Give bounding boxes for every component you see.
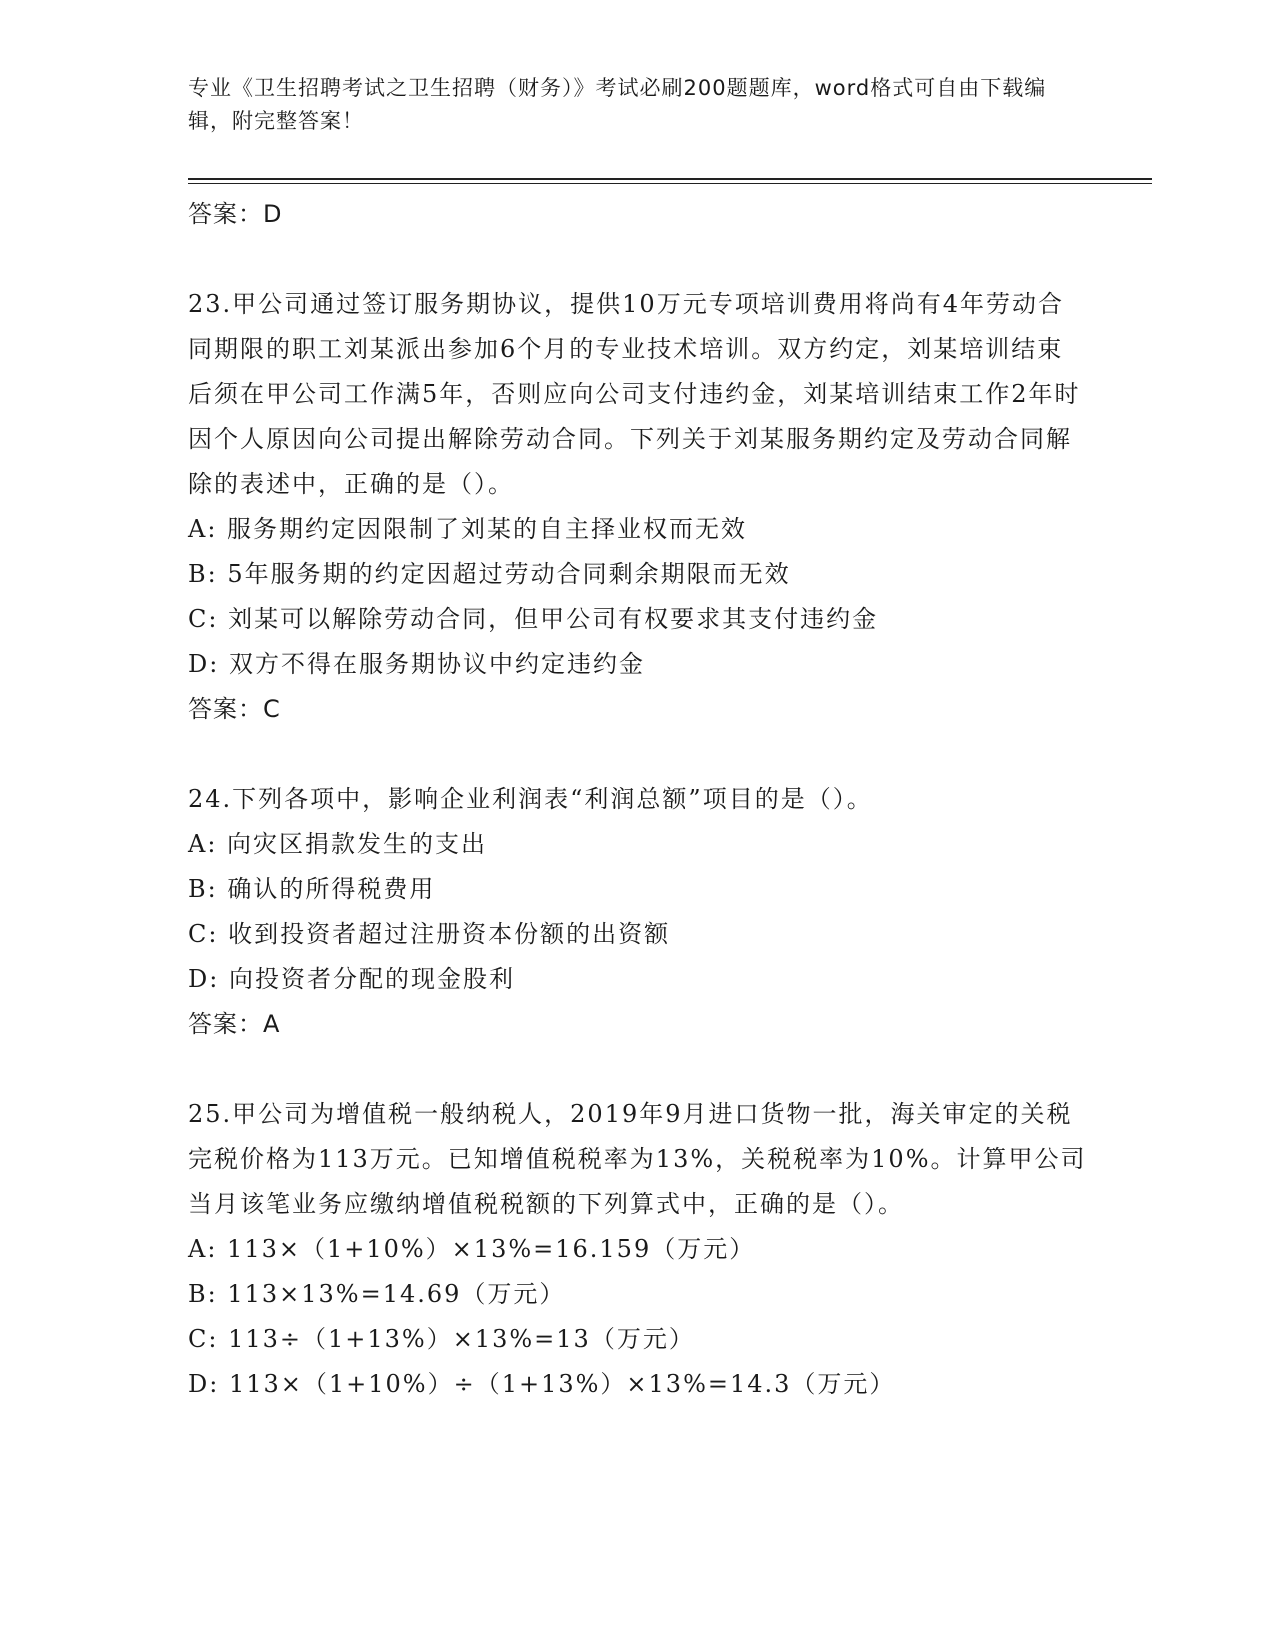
document-body [188,192,1088,1407]
question-text: 24.下列各项中，影响企业利润表“利润总额”项目的是（）。 [188,785,873,813]
spacer [188,237,1088,282]
header-rule-thick [188,178,1152,180]
option-d: D: 113×（1+10%）÷（1+13%）×13%=14.3（万元） [188,1370,896,1398]
answer-line: 答案：D [188,200,283,228]
option-c: C: 收到投资者超过注册资本份额的出资额 [188,920,671,948]
option-a: A: 服务期约定因限制了刘某的自主择业权而无效 [188,515,748,543]
spacer [188,1047,1088,1092]
option-c: C: 113÷（1+13%）×13%=13（万元） [188,1325,695,1353]
option-b: B: 确认的所得税费用 [188,875,436,903]
header-rule-thin [188,183,1152,184]
question-block [188,1092,1088,1407]
question-text: 23.甲公司通过签订服务期协议，提供10万元专项培训费用将尚有4年劳动合同期限的职工刘某派出参加6个月的专业技术培训。双方约定，刘某培训结束后须在甲公司工作满5年，否则应向公司支付违约金，刘某培训结束工作2年时因个人原因向公司提出解除劳动合同。下列关于刘某服务期约定及劳动合同解除的表述中，正确的是（）。 [188,290,1081,498]
option-b: B: 5年服务期的约定因超过劳动合同剩余期限而无效 [188,560,791,588]
answer-line: 答案：C [188,695,281,723]
option-c: C: 刘某可以解除劳动合同，但甲公司有权要求其支付违约金 [188,605,879,633]
answer-line: 答案：A [188,1010,281,1038]
spacer [188,732,1088,777]
option-a: A: 向灾区捐款发生的支出 [188,830,488,858]
question-block [188,282,1088,732]
document-header: 专业《卫生招聘考试之卫生招聘（财务）》考试必刷200题题库，word格式可自由下载编辑，附完整答案！ [188,76,1047,133]
option-d: D: 向投资者分配的现金股利 [188,965,515,993]
question-block [188,777,1088,1047]
option-a: A: 113×（1+10%）×13%=16.159（万元） [188,1235,756,1263]
option-d: D: 双方不得在服务期协议中约定违约金 [188,650,645,678]
option-b: B: 113×13%=14.69（万元） [188,1280,566,1308]
question-text: 25.甲公司为增值税一般纳税人，2019年9月进口货物一批，海关审定的关税完税价格为113万元。已知增值税税率为13%，关税税率为10%。计算甲公司当月该笔业务应缴纳增值税税额的下列算式中，正确的是（）。 [188,1100,1087,1218]
